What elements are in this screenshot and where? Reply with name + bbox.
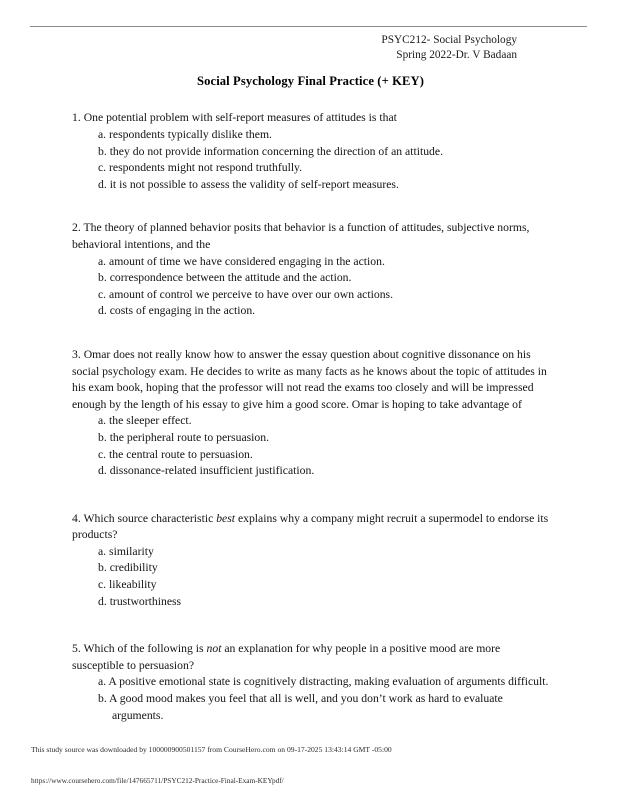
question-stem-4-emphasis: best xyxy=(216,511,236,525)
question-options-3 xyxy=(72,413,549,479)
question-block-2 xyxy=(72,220,549,320)
option-3c[interactable]: c. the central route to persuasion. xyxy=(98,447,253,461)
download-notice: This study source was downloaded by 100000900501157 from CourseHero.com on 09-17-2025 13:43:14 GMT -05:00 xyxy=(31,745,392,754)
page-title: Social Psychology Final Practice (+ KEY) xyxy=(197,74,424,89)
question-block-1 xyxy=(72,110,549,193)
option-4c[interactable]: c. likeability xyxy=(98,578,157,592)
question-options-1 xyxy=(72,127,549,193)
question-block-3 xyxy=(72,347,549,480)
option-4d[interactable]: d. trustworthiness xyxy=(98,594,182,608)
header-divider xyxy=(30,26,587,27)
option-3d[interactable]: d. dissonance-related insufficient justification. xyxy=(98,464,315,478)
question-stem-5 xyxy=(72,641,549,674)
option-2a[interactable]: a. amount of time we have considered engaging in the action. xyxy=(98,254,385,268)
option-1c[interactable]: c. respondents might not respond truthfully. xyxy=(98,161,303,175)
course-term-line: Spring 2022-Dr. V Badaan xyxy=(396,49,517,62)
option-4a[interactable]: a. similarity xyxy=(98,544,154,558)
question-options-2 xyxy=(72,254,549,320)
question-stem-5-part2: an explanation for why people in a positive mood are more susceptible to persuasion? xyxy=(72,642,501,672)
question-block-5 xyxy=(72,641,549,724)
question-stem-5-part1: 5. Which of the following is xyxy=(72,642,207,656)
question-stem-5-emphasis: not xyxy=(206,642,222,656)
question-stem-4 xyxy=(72,511,549,544)
option-3b[interactable]: b. the peripheral route to persuasion. xyxy=(98,430,270,444)
question-block-4 xyxy=(72,511,549,611)
option-1b[interactable]: b. they do not provide information concerning the direction of an attitude. xyxy=(98,144,444,158)
option-3a[interactable]: a. the sleeper effect. xyxy=(98,414,192,428)
question-stem-4-part1: 4. Which source characteristic xyxy=(72,511,217,525)
option-5a[interactable]: a. A positive emotional state is cognitively distracting, making evaluation of arguments difficult. xyxy=(98,675,549,689)
question-stem-2: 2. The theory of planned behavior posits that behavior is a function of attitudes, subjective norms, behavioral intentions, and the xyxy=(72,221,530,251)
option-1d[interactable]: d. it is not possible to assess the validity of self-report measures. xyxy=(98,177,399,191)
question-stem-3: 3. Omar does not really know how to answer the essay question about cognitive dissonance on his social psychology exam. He decides to write as many facts as he knows about the topic of attitudes in his exam book, hoping that the professor will not read the exams too closely and will be impressed enough by the length of his essay to give him a good score. Omar is hoping to take advantage of xyxy=(72,347,547,411)
option-4b[interactable]: b. credibility xyxy=(98,561,158,575)
source-url[interactable]: https://www.coursehero.com/file/147665711/PSYC212-Practice-Final-Exam-KEYpdf/ xyxy=(31,776,284,785)
option-5b[interactable]: b. A good mood makes you feel that all is well, and you don’t work as hard to evaluate arguments. xyxy=(98,692,503,722)
question-stem-4-part2: explains why a company might recruit a supermodel to endorse its products? xyxy=(72,511,549,542)
document-content xyxy=(72,33,549,724)
course-header xyxy=(72,33,549,63)
course-title-line: PSYC212- Social Psychology xyxy=(381,34,517,46)
option-1a[interactable]: a. respondents typically dislike them. xyxy=(98,128,272,141)
question-options-5 xyxy=(72,674,549,724)
question-options-4 xyxy=(72,544,549,610)
option-2d[interactable]: d. costs of engaging in the action. xyxy=(98,304,256,318)
option-2c[interactable]: c. amount of control we perceive to have over our own actions. xyxy=(98,287,394,301)
question-stem-1: 1. One potential problem with self-report measures of attitudes is that xyxy=(72,111,397,125)
option-2b[interactable]: b. correspondence between the attitude and the action. xyxy=(98,271,352,285)
